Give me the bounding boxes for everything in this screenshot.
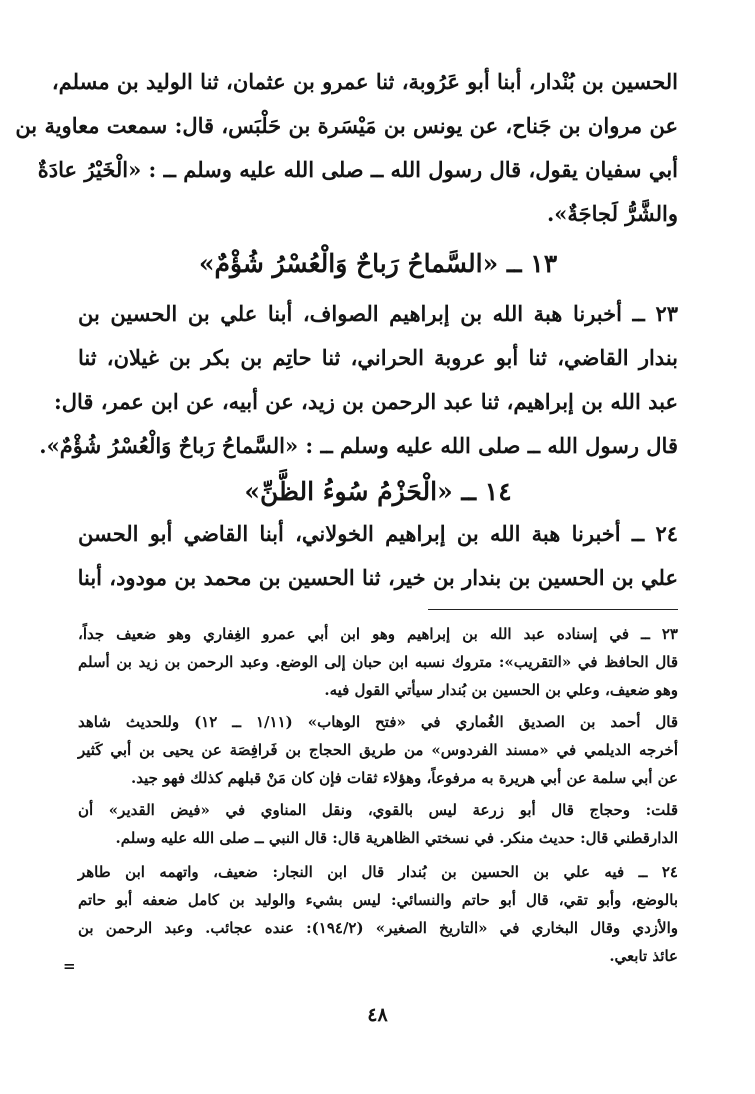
text-line: علي بن الحسين بن بندار بن خير، ثنا الحسين بن محمد بن مودود، أبنا	[77, 565, 678, 590]
section-heading-14: ١٤ ــ «الْحَزْمُ سُوءُ الظَّنِّ»	[244, 477, 512, 506]
text-line: أبي سفيان يقول، قال رسول الله ــ صلى الله عليه وسلم ــ : «الْخَيْرُ عادَةٌ	[37, 157, 678, 182]
text-line: الحسين بن بُنْدار، أبنا أبو عَرُوبة، ثنا عمرو بن عثمان، ثنا الوليد بن مسلم،	[51, 69, 678, 94]
footnote-line: قال الحافظ في «التقريب»: متروك نسبه ابن حبان إلى الوضع. وعبد الرحمن بن زيد بن أسلم	[78, 653, 678, 671]
footnote-line: وهو ضعيف، وعلي بن الحسين بن بُندار سيأتي القول فيه.	[324, 681, 678, 699]
footnote-line: ٢٣ ــ في إسناده عبد الله بن إبراهيم وهو ابن أبي عمرو الغِفاري وهو ضعيف جداً،	[78, 625, 678, 643]
text-line: عن مروان بن جَناح، عن يونس بن مَيْسَرة بن حَلْبَس، قال: سمعت معاوية بن	[15, 113, 678, 138]
text-line: ٢٣ ــ أخبرنا هبة الله بن إبراهيم الصواف، أبنا علي بن الحسين بن	[78, 301, 678, 326]
continuation-mark: =	[63, 957, 76, 975]
footnote-line: الدارقطني قال: حديث منكر. في نسختي الظاهرية قال: قال النبي ــ صلى الله عليه وسلم.	[115, 829, 678, 847]
text-line: بندار القاضي، ثنا أبو عروبة الحراني، ثنا حاتِم بن بكر بن غيلان، ثنا	[78, 345, 678, 370]
text-line: قال رسول الله ــ صلى الله عليه وسلم ــ : «السَّماحُ رَباحٌ وَالْعُسْرُ شُؤْمٌ».	[39, 433, 678, 458]
footnote-line: قلت: وحجاج قال أبو زرعة ليس بالقوي، ونقل المناوي في «فيض القدير» أن	[78, 801, 678, 819]
text-line: والشَّرُّ لَجاجَةٌ».	[546, 201, 678, 226]
footnote-line: قال أحمد بن الصديق الغُماري في «فتح الوهاب» (١/١١ ــ ١٢) وللحديث شاهد	[78, 713, 678, 731]
footnote-line: عن أبي سلمة عن أبي هريرة به مرفوعاً، وهؤلاء ثقات فإن كان مَنْ قبلهم كذلك فهو جيد.	[131, 769, 678, 787]
footnote-line: ٢٤ ــ فيه علي بن الحسين بن بُندار قال ابن النجار: ضعيف، واتهمه ابن طاهر	[78, 863, 678, 881]
section-heading-13: ١٣ ــ «السَّماحُ رَباحٌ وَالْعُسْرُ شُؤْمٌ»	[198, 249, 558, 278]
footnote-line: أخرجه الديلمي في «مسند الفردوس» من طريق الحجاج بن فَرافِصَة عن يحيى بن أبي كَثير	[78, 741, 678, 759]
text-line: عبد الله بن إبراهيم، ثنا عبد الرحمن بن زيد، عن أبيه، عن ابن عمر، قال:	[53, 389, 678, 414]
footnote-line: عائذ تابعي.	[609, 947, 678, 965]
text-line: ٢٤ ــ أخبرنا هبة الله بن إبراهيم الخولاني، أبنا القاضي أبو الحسن	[78, 521, 678, 546]
page-number: ٤٨	[367, 1004, 388, 1026]
footnote-separator	[428, 609, 678, 610]
footnote-line: بالوضع، وأبو تقي، قال أبو حاتم والنسائي: ليس بشيء والوليد بن كامل ضعفه أبو حاتم	[78, 891, 678, 909]
footnote-line: والأزدي وقال البخاري في «التاريخ الصغير» (١٩٤/٢): عنده عجائب. وعبد الرحمن بن	[78, 919, 678, 937]
